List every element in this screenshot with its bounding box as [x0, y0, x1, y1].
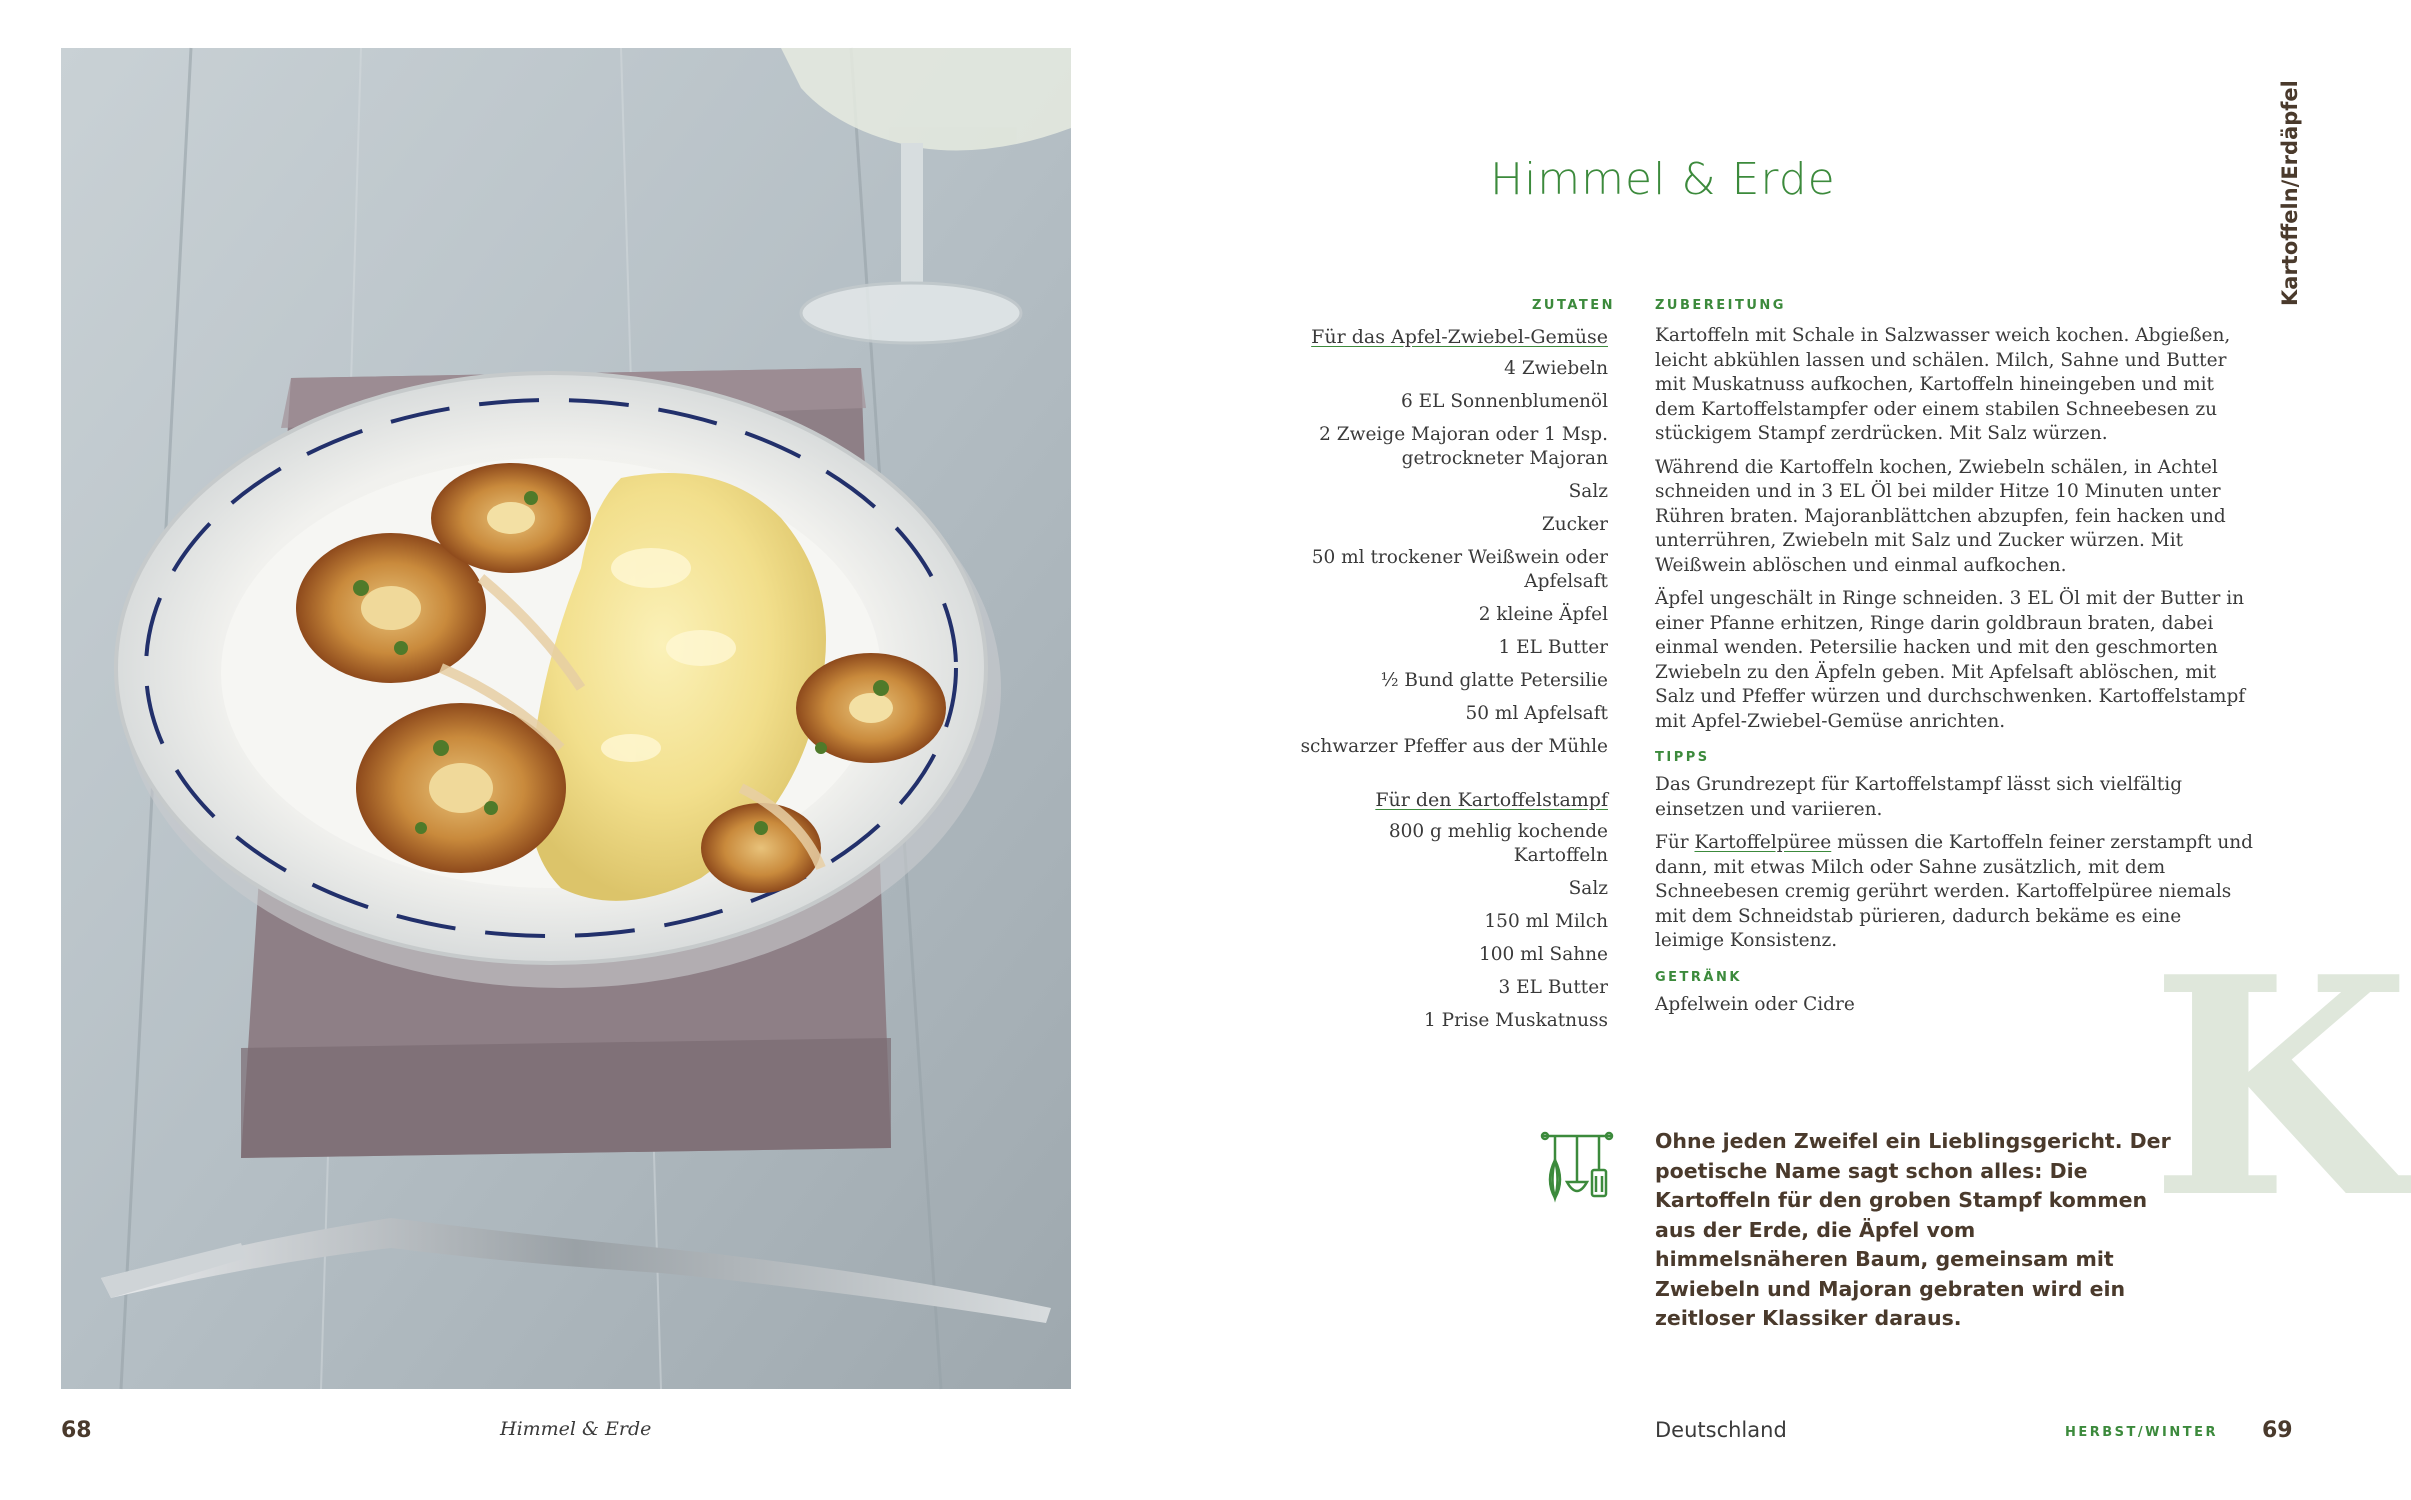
- recipe-country: Deutschland: [1655, 1418, 1787, 1442]
- ingredient-item: 2 Zweige Majoran oder 1 Msp. getrockneter Majoran: [1319, 424, 1608, 469]
- ingredient-item: 150 ml Milch: [1484, 911, 1608, 932]
- ingredient-item: 800 g mehlig kochende Kartoffeln: [1388, 821, 1608, 866]
- running-title: Himmel & Erde: [500, 1418, 652, 1440]
- ingredient-item: 50 ml Apfelsaft: [1465, 703, 1608, 724]
- tips-heading: TIPPS: [1655, 750, 1710, 765]
- ingredient-item: 2 kleine Äpfel: [1478, 604, 1608, 625]
- recipe-title: Himmel & Erde: [1490, 154, 1836, 205]
- ingredients-heading: ZUTATEN: [1532, 298, 1616, 313]
- ingredient-item: Salz: [1568, 878, 1608, 899]
- ingredient-item: Zucker: [1541, 514, 1608, 535]
- season-label: HERBST/WINTER: [2065, 1425, 2218, 1440]
- ingredient-item: schwarzer Pfeffer aus der Mühle: [1300, 736, 1608, 757]
- kitchen-utensils-icon: [1537, 1130, 1617, 1204]
- drink-heading: GETRÄNK: [1655, 969, 1742, 985]
- drink-text: Apfelwein oder Cidre: [1655, 993, 1855, 1015]
- chapter-tab: [2268, 76, 2308, 316]
- page-number-left: 68: [61, 1418, 92, 1443]
- ingredient-group-heading: Für das Apfel-Zwiebel-Gemüse: [1311, 326, 1608, 348]
- dish-photo: [61, 48, 1071, 1389]
- preparation-step: Während die Kartoffeln kochen, Zwiebeln schälen, in Achtel schneiden und in 3 EL Öl bei milder Hitze 10 Minuten unter Rühren braten. Majoranblättchen abzupfen, fein hacken und unterrühren, Zwiebeln mit Salz und Zucker würzen. Mit Weißwein ablöschen und einmal aufkochen.: [1655, 456, 2226, 576]
- ingredients-list: [1300, 324, 1608, 1042]
- ingredient-item: 4 Zwiebeln: [1504, 358, 1608, 379]
- chapter-tab-label: Kartoffeln/Erdäpfel: [2278, 80, 2302, 306]
- ingredient-group-heading: Für den Kartoffelstampf: [1375, 789, 1608, 811]
- ingredient-item: 50 ml trockener Weißwein oder Apfelsaft: [1311, 547, 1608, 592]
- preparation-heading: ZUBEREITUNG: [1655, 298, 1786, 313]
- preparation-step: Kartoffeln mit Schale in Salzwasser weich kochen. Abgießen, leicht abkühlen lassen und schälen. Milch, Sahne und Butter mit Muskatnuss aufkochen, Kartoffeln hineingeben und mit dem Kartoffelstampfer oder einem stabilen Schneebesen zu stückigem Stampf zerdrücken. Mit Salz würzen.: [1655, 325, 2231, 444]
- cross-reference-link: Kartoffelpüree: [1694, 832, 1832, 853]
- ingredient-group: [1300, 324, 1608, 759]
- intro-quote: Ohne jeden Zweifel ein Lieblingsgericht. Der poetische Name sagt schon alles: Die Kartoffeln für den groben Stampf kommen aus der Erde, die Äpfel vom himmelsnäheren Baum, gemeinsam mit Zwiebeln und Majoran gebraten wird ein zeitloser Klassiker daraus.: [1655, 1129, 2171, 1330]
- ingredient-item: Salz: [1568, 481, 1608, 502]
- ingredient-item: 1 Prise Muskatnuss: [1423, 1010, 1608, 1031]
- ingredient-item: ½ Bund glatte Petersilie: [1380, 670, 1608, 691]
- ingredient-item: 6 EL Sonnenblumenöl: [1401, 391, 1608, 412]
- ingredient-item: 3 EL Butter: [1498, 977, 1608, 998]
- tips-paragraph: Das Grundrezept für Kartoffelstampf lässt sich vielfältig einsetzen und variieren.: [1655, 774, 2183, 820]
- ingredient-group: [1300, 787, 1608, 1033]
- preparation-step: Äpfel ungeschält in Ringe schneiden. 3 EL Öl mit der Butter in einer Pfanne erhitzen, Ringe darin goldbraun braten, dabei einmal wenden. Petersilie hacken und mit den geschmorten Zwiebeln zu den Äpfeln geben. Mit Apfelsaft ablöschen, mit Salz und Pfeffer würzen und durchschwenken. Kartoffelstampf mit Apfel-Zwiebel-Gemüse anrichten.: [1655, 588, 2246, 732]
- ingredient-item: 100 ml Sahne: [1478, 944, 1608, 965]
- ingredient-item: 1 EL Butter: [1498, 637, 1608, 658]
- page-number-right: 69: [2262, 1418, 2293, 1443]
- tips-text: Für: [1655, 832, 1695, 853]
- chapter-letter: K: [2150, 911, 2411, 1264]
- tips-text: müssen die Kartoffeln feiner zerstampft und dann, mit etwas Milch oder Sahne zusätzlich, mit dem Schneebesen cremig gerührt werden. Kartoffelpüree niemals mit dem Schneidstab pürieren, dadurch bekäme es eine leimige Konsistenz.: [1655, 832, 2254, 951]
